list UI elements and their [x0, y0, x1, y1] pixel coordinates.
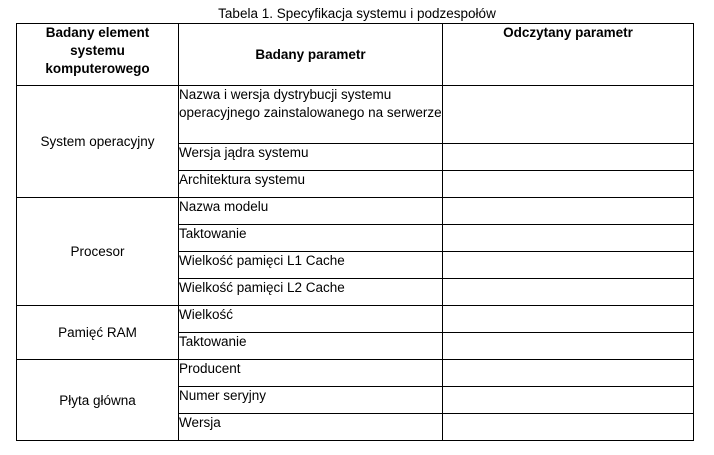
header-row: [17, 24, 694, 86]
value-cell: [443, 86, 694, 144]
group-cell-os: System operacyjny: [17, 86, 179, 198]
value-cell: [443, 144, 694, 171]
header-parameter: Badany parametr: [179, 24, 443, 86]
value-cell: [443, 414, 694, 441]
value-cell: [443, 306, 694, 333]
parameter-cell: Nazwa modelu: [179, 198, 443, 225]
header-reading: Odczytany parametr: [443, 24, 694, 86]
parameter-cell: Wersja jądra systemu: [179, 144, 443, 171]
parameter-cell: Wersja: [179, 414, 443, 441]
value-cell: [443, 198, 694, 225]
group-cell-cpu: Procesor: [17, 198, 179, 306]
parameter-cell: Taktowanie: [179, 333, 443, 360]
value-cell: [443, 171, 694, 198]
header-element: Badany element systemu komputerowego: [17, 24, 179, 86]
parameter-cell: Producent: [179, 360, 443, 387]
value-cell: [443, 333, 694, 360]
table-caption: Tabela 1. Specyfikacja systemu i podzespołów: [218, 6, 496, 21]
parameter-cell: Taktowanie: [179, 225, 443, 252]
parameter-cell: Wielkość: [179, 306, 443, 333]
group-cell-ram: Pamięć RAM: [17, 306, 179, 360]
parameter-cell: Numer seryjny: [179, 387, 443, 414]
parameter-cell: Nazwa i wersja dystrybucji systemu operacyjnego zainstalowanego na serwerze: [179, 86, 443, 144]
value-cell: [443, 252, 694, 279]
specification-table: [16, 23, 694, 441]
parameter-cell: Wielkość pamięci L1 Cache: [179, 252, 443, 279]
parameter-cell: Wielkość pamięci L2 Cache: [179, 279, 443, 306]
value-cell: [443, 279, 694, 306]
parameter-cell: Architektura systemu: [179, 171, 443, 198]
group-cell-motherboard: Płyta główna: [17, 360, 179, 441]
table-row: [17, 306, 694, 333]
table-row: [17, 198, 694, 225]
value-cell: [443, 387, 694, 414]
value-cell: [443, 225, 694, 252]
table-row: [17, 360, 694, 387]
value-cell: [443, 360, 694, 387]
table-row: [17, 86, 694, 144]
